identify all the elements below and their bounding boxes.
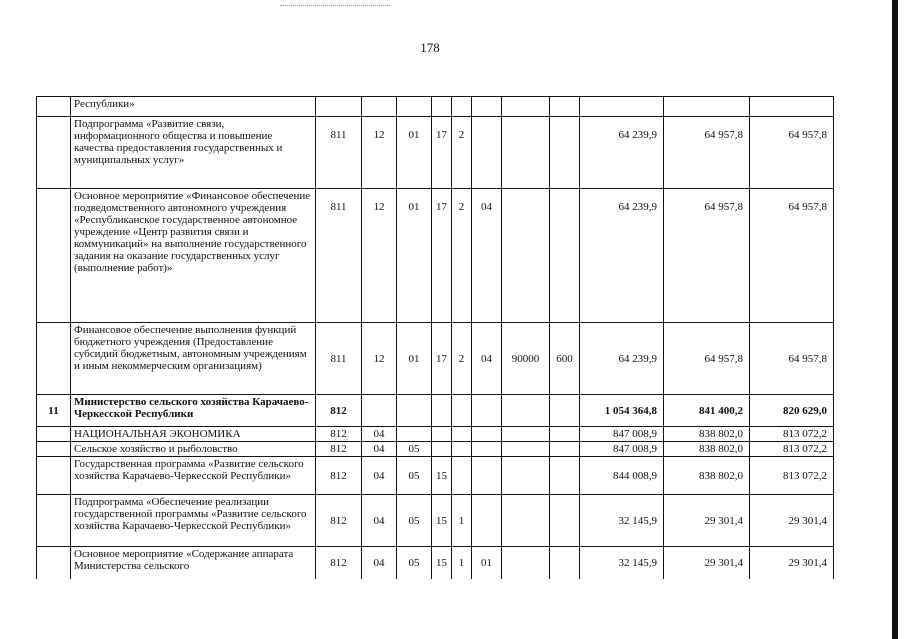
row-name: НАЦИОНАЛЬНАЯ ЭКОНОМИКА	[71, 427, 316, 442]
code-direction	[502, 495, 550, 547]
row-number	[37, 427, 71, 442]
amount-year1: 32 145,9	[580, 547, 664, 579]
row-name: Государственная программа «Развитие сельского хозяйства Карачаево-Черкесской Республики»	[71, 457, 316, 495]
row-name: Финансовое обеспечение выполнения функций бюджетного учреждения (Предоставление субсидий бюджетным, автономным учреждениям и иным некоммерческим организациям)	[71, 323, 316, 395]
code-subsection: 01	[397, 323, 432, 395]
code-direction	[502, 442, 550, 457]
amount-year2: 64 957,8	[664, 117, 750, 189]
amount-year3: 64 957,8	[750, 189, 834, 323]
code-subprogram	[452, 427, 472, 442]
code-direction	[502, 189, 550, 323]
row-number: 11	[37, 395, 71, 427]
code-activity: 04	[472, 189, 502, 323]
code-subsection: 05	[397, 495, 432, 547]
code-activity	[472, 495, 502, 547]
amount-year3	[750, 97, 834, 117]
code-expense-type	[550, 117, 580, 189]
code-activity	[472, 97, 502, 117]
amount-year1	[580, 97, 664, 117]
code-grbs: 812	[316, 442, 362, 457]
code-expense-type	[550, 495, 580, 547]
code-activity	[472, 395, 502, 427]
row-number	[37, 457, 71, 495]
row-name: Министерство сельского хозяйства Карачаево-Черкесской Республики	[71, 395, 316, 427]
code-section: 12	[362, 117, 397, 189]
code-grbs: 812	[316, 547, 362, 579]
row-number	[37, 97, 71, 117]
code-section: 04	[362, 495, 397, 547]
amount-year2: 838 802,0	[664, 457, 750, 495]
scan-edge-shadow	[892, 0, 898, 639]
code-grbs: 812	[316, 427, 362, 442]
code-direction	[502, 395, 550, 427]
code-section: 12	[362, 189, 397, 323]
code-grbs: 812	[316, 495, 362, 547]
amount-year2: 29 301,4	[664, 495, 750, 547]
code-program: 15	[432, 547, 452, 579]
code-direction: 90000	[502, 323, 550, 395]
table-row	[37, 323, 834, 395]
budget-table	[36, 96, 834, 579]
amount-year1: 64 239,9	[580, 117, 664, 189]
code-grbs: 811	[316, 189, 362, 323]
amount-year3: 813 072,2	[750, 457, 834, 495]
table-row	[37, 427, 834, 442]
code-subsection	[397, 427, 432, 442]
code-activity: 04	[472, 323, 502, 395]
amount-year3: 64 957,8	[750, 323, 834, 395]
code-section: 04	[362, 427, 397, 442]
amount-year2: 29 301,4	[664, 547, 750, 579]
code-program	[432, 395, 452, 427]
page-number: 178	[420, 40, 440, 55]
row-name: Республики»	[71, 97, 316, 117]
code-section: 04	[362, 442, 397, 457]
row-number	[37, 442, 71, 457]
code-direction	[502, 457, 550, 495]
code-expense-type	[550, 189, 580, 323]
amount-year2: 838 802,0	[664, 427, 750, 442]
row-number	[37, 323, 71, 395]
code-subprogram	[452, 457, 472, 495]
row-name: Подпрограмма «Развитие связи, информационного общества и повышение качества предоставления государственных и муниципальных услуг»	[71, 117, 316, 189]
code-expense-type	[550, 457, 580, 495]
code-grbs	[316, 97, 362, 117]
table-row	[37, 495, 834, 547]
code-expense-type	[550, 97, 580, 117]
code-activity	[472, 117, 502, 189]
code-subprogram: 2	[452, 323, 472, 395]
amount-year2: 64 957,8	[664, 323, 750, 395]
code-expense-type	[550, 547, 580, 579]
amount-year3: 29 301,4	[750, 495, 834, 547]
code-subprogram: 2	[452, 117, 472, 189]
code-direction	[502, 117, 550, 189]
code-program: 17	[432, 117, 452, 189]
code-program: 17	[432, 323, 452, 395]
code-direction	[502, 97, 550, 117]
code-subsection: 01	[397, 117, 432, 189]
row-name: Основное мероприятие «Содержание аппарата Министерства сельского	[71, 547, 316, 579]
code-subprogram: 2	[452, 189, 472, 323]
amount-year3: 813 072,2	[750, 442, 834, 457]
code-subsection: 05	[397, 457, 432, 495]
code-program	[432, 442, 452, 457]
code-subprogram	[452, 442, 472, 457]
amount-year1: 64 239,9	[580, 323, 664, 395]
row-name: Сельское хозяйство и рыболовство	[71, 442, 316, 457]
amount-year2	[664, 97, 750, 117]
amount-year1: 847 008,9	[580, 442, 664, 457]
code-program	[432, 97, 452, 117]
amount-year1: 64 239,9	[580, 189, 664, 323]
row-name: Подпрограмма «Обеспечение реализации государственной программы «Развитие сельского хозяйства Карачаево-Черкесской Республики»	[71, 495, 316, 547]
table-row	[37, 457, 834, 495]
code-program: 15	[432, 457, 452, 495]
row-name: Основное мероприятие «Финансовое обеспечение подведомственного автономного учреждения «Республиканское государственное автономное учреждение «Центр развития связи и коммуникаций» на выполнение государственного задания на оказание государственных услуг (выполнение работ)»	[71, 189, 316, 323]
amount-year1: 32 145,9	[580, 495, 664, 547]
code-grbs: 811	[316, 117, 362, 189]
code-expense-type	[550, 442, 580, 457]
code-direction	[502, 427, 550, 442]
amount-year3: 813 072,2	[750, 427, 834, 442]
code-activity: 01	[472, 547, 502, 579]
row-number	[37, 189, 71, 323]
amount-year1: 847 008,9	[580, 427, 664, 442]
code-activity	[472, 457, 502, 495]
code-subprogram	[452, 395, 472, 427]
code-program	[432, 427, 452, 442]
code-subsection: 05	[397, 547, 432, 579]
amount-year2: 841 400,2	[664, 395, 750, 427]
code-expense-type	[550, 427, 580, 442]
code-direction	[502, 547, 550, 579]
code-program: 17	[432, 189, 452, 323]
code-subprogram: 1	[452, 495, 472, 547]
amount-year1: 844 008,9	[580, 457, 664, 495]
amount-year1: 1 054 364,8	[580, 395, 664, 427]
table-row	[37, 395, 834, 427]
code-expense-type	[550, 395, 580, 427]
code-section: 12	[362, 323, 397, 395]
code-section	[362, 395, 397, 427]
code-subsection	[397, 395, 432, 427]
table-row	[37, 189, 834, 323]
row-number	[37, 117, 71, 189]
code-subsection: 05	[397, 442, 432, 457]
code-section	[362, 97, 397, 117]
table-row	[37, 547, 834, 579]
code-grbs: 812	[316, 457, 362, 495]
code-subsection	[397, 97, 432, 117]
code-grbs: 812	[316, 395, 362, 427]
code-subprogram	[452, 97, 472, 117]
amount-year3: 820 629,0	[750, 395, 834, 427]
amount-year2: 838 802,0	[664, 442, 750, 457]
code-subsection: 01	[397, 189, 432, 323]
row-number	[37, 495, 71, 547]
code-expense-type: 600	[550, 323, 580, 395]
table-row	[37, 442, 834, 457]
amount-year2: 64 957,8	[664, 189, 750, 323]
code-grbs: 811	[316, 323, 362, 395]
code-activity	[472, 427, 502, 442]
code-program: 15	[432, 495, 452, 547]
amount-year3: 64 957,8	[750, 117, 834, 189]
table-row	[37, 97, 834, 117]
code-section: 04	[362, 457, 397, 495]
scan-artifact-line	[280, 5, 390, 6]
code-activity	[472, 442, 502, 457]
code-section: 04	[362, 547, 397, 579]
amount-year3: 29 301,4	[750, 547, 834, 579]
row-number	[37, 547, 71, 579]
table-row	[37, 117, 834, 189]
code-subprogram: 1	[452, 547, 472, 579]
